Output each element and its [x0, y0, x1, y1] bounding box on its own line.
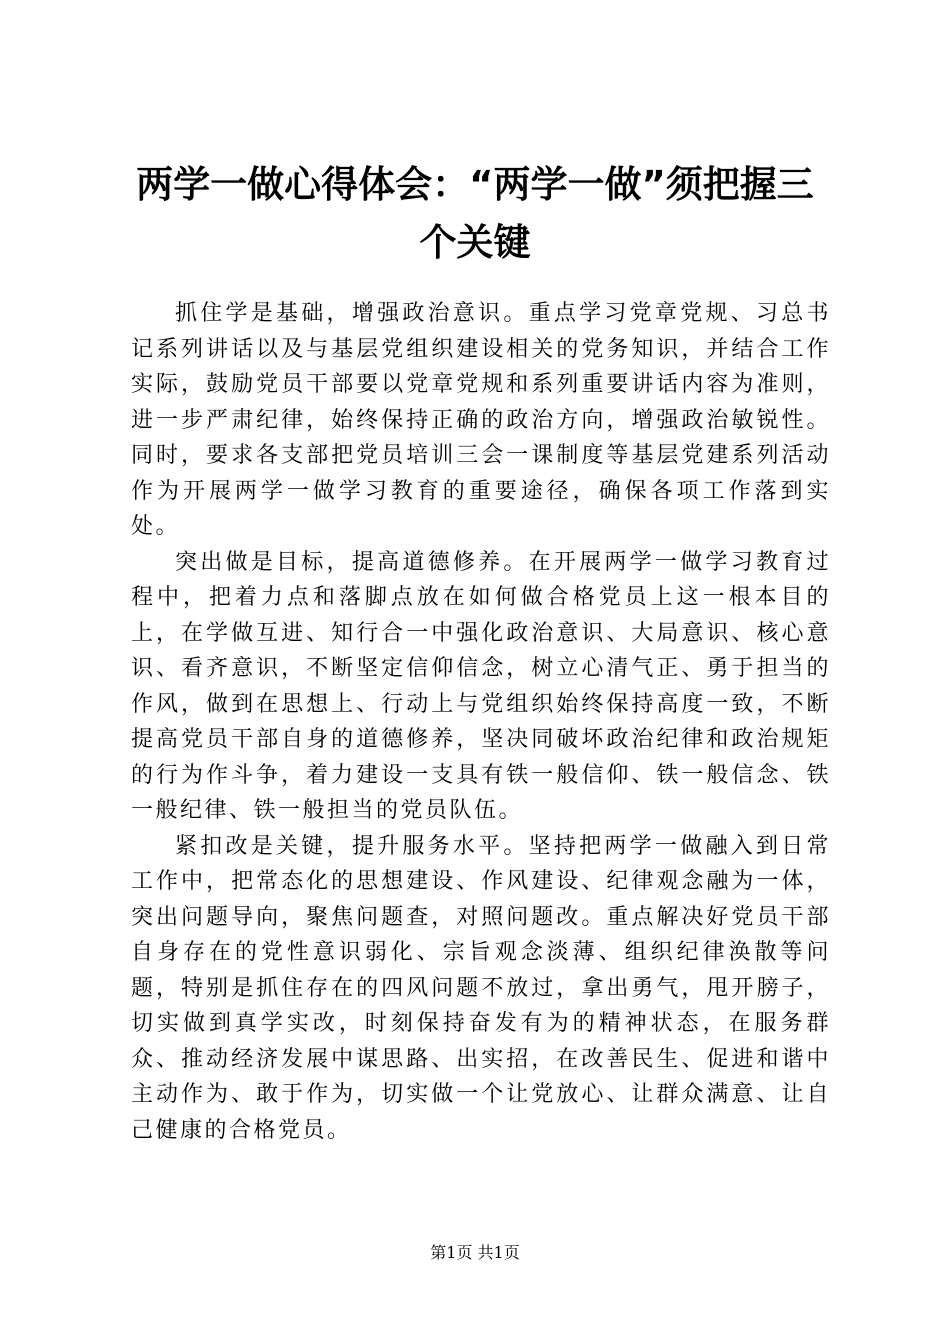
document-title: 两学一做心得体会：“两学一做”须把握三个关键: [136, 163, 814, 264]
paragraph-1: 抓住学是基础，增强政治意识。重点学习党章党规、习总书记系列讲话以及与基层党组织建设相关的党务知识，并结合工作实际，鼓励党员干部要以党章党规和系列重要讲话内容为准则，进一步严肃纪律，始终保持正确的政治方向，增强政治敏锐性。同时，要求各支部把党员培训三会一课制度等基层党建系列活动作为开展两学一做学习教育的重要途径，确保各项工作落到实处。: [131, 301, 831, 539]
page-footer: 第1页 共1页: [430, 1243, 520, 1262]
paragraph-2: 突出做是目标，提高道德修养。在开展两学一做学习教育过程中，把着力点和落脚点放在如何做合格党员上这一根本目的上，在学做互进、知行合一中强化政治意识、大局意识、核心意识、看齐意识，不断坚定信仰信念，树立心清气正、勇于担当的作风，做到在思想上、行动上与党组织始终保持高度一致，不断提高党员干部自身的道德修养，坚决同破坏政治纪律和政治规矩的行为作斗争，着力建设一支具有铁一般信仰、铁一般信念、铁一般纪律、铁一般担当的党员队伍。: [131, 549, 831, 823]
paragraph-3: 紧扣改是关键，提升服务水平。坚持把两学一做融入到日常工作中，把常态化的思想建设、作风建设、纪律观念融为一体，突出问题导向，聚焦问题查，对照问题改。重点解决好党员干部自身存在的党性意识弱化、宗旨观念淡薄、组织纪律涣散等问题，特别是抓住存在的四风问题不放过，拿出勇气，甩开膀子，切实做到真学实改，时刻保持奋发有为的精神状态，在服务群众、推动经济发展中谋思路、出实招，在改善民生、促进和谐中主动作为、敢于作为，切实做一个让党放心、让群众满意、让自己健康的合格党员。: [131, 833, 831, 1143]
document-body: [131, 296, 831, 1148]
